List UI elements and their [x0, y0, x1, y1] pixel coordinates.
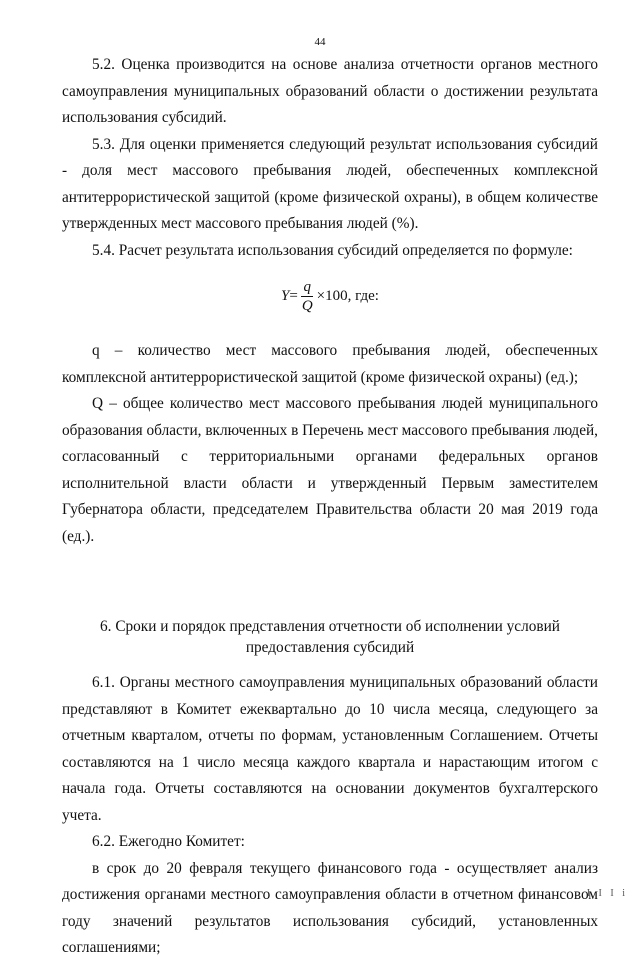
page-number: 44: [314, 36, 326, 48]
section-title: [62, 616, 598, 658]
paragraph-6-1: 6.1. Органы местного самоуправления муниципальных образований области представляют в Комитет ежеквартально до 10 числа месяца, следующего за отчетным кварталом, отчеты по формам, установленным Соглашением. Отчеты составляются на 1 число месяца каждого квартала и нарастающим итогом с начала года. Отчеты составляются на основании документов бухгалтерского учета.: [62, 674, 598, 824]
formula: [62, 264, 598, 328]
formula-rest: ×100, где:: [316, 287, 379, 304]
paragraph-5-3: 5.3. Для оценки применяется следующий результат использования субсидий - доля мест массового пребывания людей, обеспеченных комплексной антитеррористической защитой (кроме физической охраны), в общем количестве утвержденных мест массового пребывания людей (%).: [62, 135, 598, 232]
section-title-line-2: предоставления субсидий: [245, 639, 415, 656]
definition-q: q – количество мест массового пребывания людей, обеспеченных комплексной антитеррористической защитой (кроме физической охраны) (ед.);: [62, 342, 598, 386]
formula-numerator: q: [303, 278, 311, 295]
formula-fraction: [300, 278, 315, 315]
paragraph-6-2-item: в срок до 20 февраля текущего финансового года - осуществляет анализ достижения органами местного самоуправления области в отчетном финансовом году значений результатов использования субсидий, установленных соглашениями;: [62, 859, 598, 956]
footer-marks: I I I i: [586, 888, 628, 899]
paragraph-5-4: 5.4. Расчет результата использования субсидий определяется по формуле:: [92, 241, 573, 259]
paragraph-6-2: 6.2. Ежегодно Комитет:: [92, 833, 245, 850]
document-body: [62, 52, 598, 962]
formula-lhs: Y: [281, 287, 290, 304]
section-title-line-1: 6. Сроки и порядок представления отчетности об исполнении условий: [100, 618, 560, 635]
paragraph-5-2: 5.2. Оценка производится на основе анализа отчетности органов местного самоуправления муниципальных образований области о достижении результата использования субсидий.: [62, 56, 598, 126]
formula-equals: =: [289, 287, 298, 304]
definition-Q: Q – общее количество мест массового пребывания людей муниципального образования области, включенных в Перечень мест массового пребывания людей, согласованный с территориальными органами федеральных органов исполнительной власти области и утвержденный Первым заместителем Губернатора области, председателем Правительства области 20 мая 2019 года (ед.).: [62, 395, 598, 545]
formula-denominator: Q: [301, 297, 313, 314]
